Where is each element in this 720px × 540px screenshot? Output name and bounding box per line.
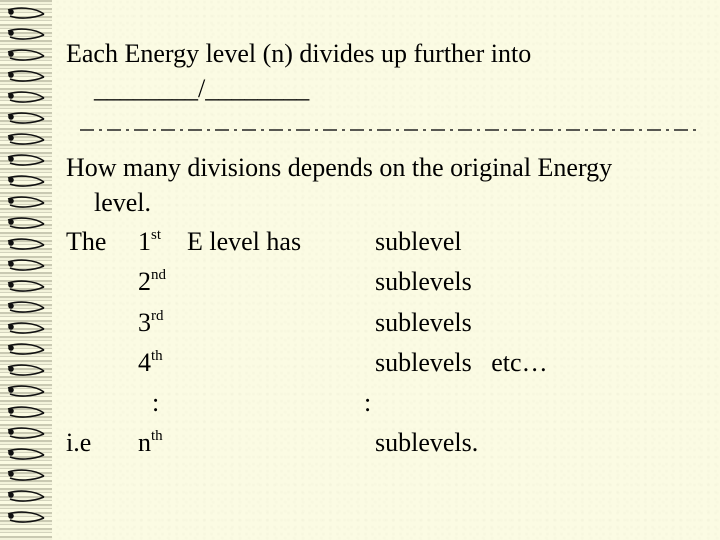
binding-hole xyxy=(9,262,13,266)
binding-hole xyxy=(9,178,13,182)
binding-hole xyxy=(9,73,13,77)
notebook-binding xyxy=(0,0,52,540)
binding-hole xyxy=(9,493,13,497)
level-ordinal: 1st xyxy=(138,227,162,256)
row-lead: The xyxy=(66,227,107,256)
binding-hole xyxy=(9,346,13,350)
continuation-colon: : xyxy=(364,388,372,417)
dashed-divider xyxy=(80,128,698,132)
spiral-binding-icon xyxy=(4,4,48,536)
binding-hole xyxy=(9,241,13,245)
sublevel-text: sublevels xyxy=(375,267,472,296)
binding-hole xyxy=(9,325,13,329)
continuation-colon: : xyxy=(152,388,160,417)
heading-line-1: Each Energy level (n) divides up further into xyxy=(66,39,532,68)
binding-hole xyxy=(9,283,13,287)
binding-hole xyxy=(9,451,13,455)
binding-hole xyxy=(9,388,13,392)
sublevel-text: sublevels etc… xyxy=(375,348,548,377)
sublevel-text: sublevel xyxy=(375,227,462,256)
binding-hole xyxy=(9,52,13,56)
binding-hole xyxy=(9,430,13,434)
binding-hole xyxy=(9,304,13,308)
sublevel-text: sublevels xyxy=(375,308,472,337)
binding-hole xyxy=(9,472,13,476)
ordinal-suffix: nd xyxy=(151,267,166,283)
binding-hole xyxy=(9,10,13,14)
binding-hole xyxy=(9,157,13,161)
row-middle-text: E level has xyxy=(187,227,302,256)
binding-hole xyxy=(9,367,13,371)
binding-hole xyxy=(9,136,13,140)
ordinal-suffix: th xyxy=(151,428,163,444)
level-ordinal: 4th xyxy=(138,348,163,377)
question-line: How many divisions depends on the original Energy xyxy=(66,153,613,182)
binding-hole xyxy=(9,115,13,119)
binding-hole xyxy=(9,31,13,35)
fill-in-blank: ________/________ xyxy=(94,74,310,103)
level-ordinal: 3rd xyxy=(138,308,164,337)
ordinal-suffix: rd xyxy=(151,308,164,324)
level-ordinal: 2nd xyxy=(138,267,166,296)
binding-hole xyxy=(9,94,13,98)
question-line-cont: level. xyxy=(94,188,152,217)
binding-hole xyxy=(9,409,13,413)
binding-hole xyxy=(9,514,13,518)
ordinal-suffix: th xyxy=(151,348,163,364)
binding-hole xyxy=(9,199,13,203)
row-lead: i.e xyxy=(66,428,92,457)
binding-hole xyxy=(9,220,13,224)
sublevel-text: sublevels. xyxy=(375,428,479,457)
level-ordinal: $n^{th}$ xyxy=(138,428,163,457)
ordinal-suffix: st xyxy=(151,227,162,243)
